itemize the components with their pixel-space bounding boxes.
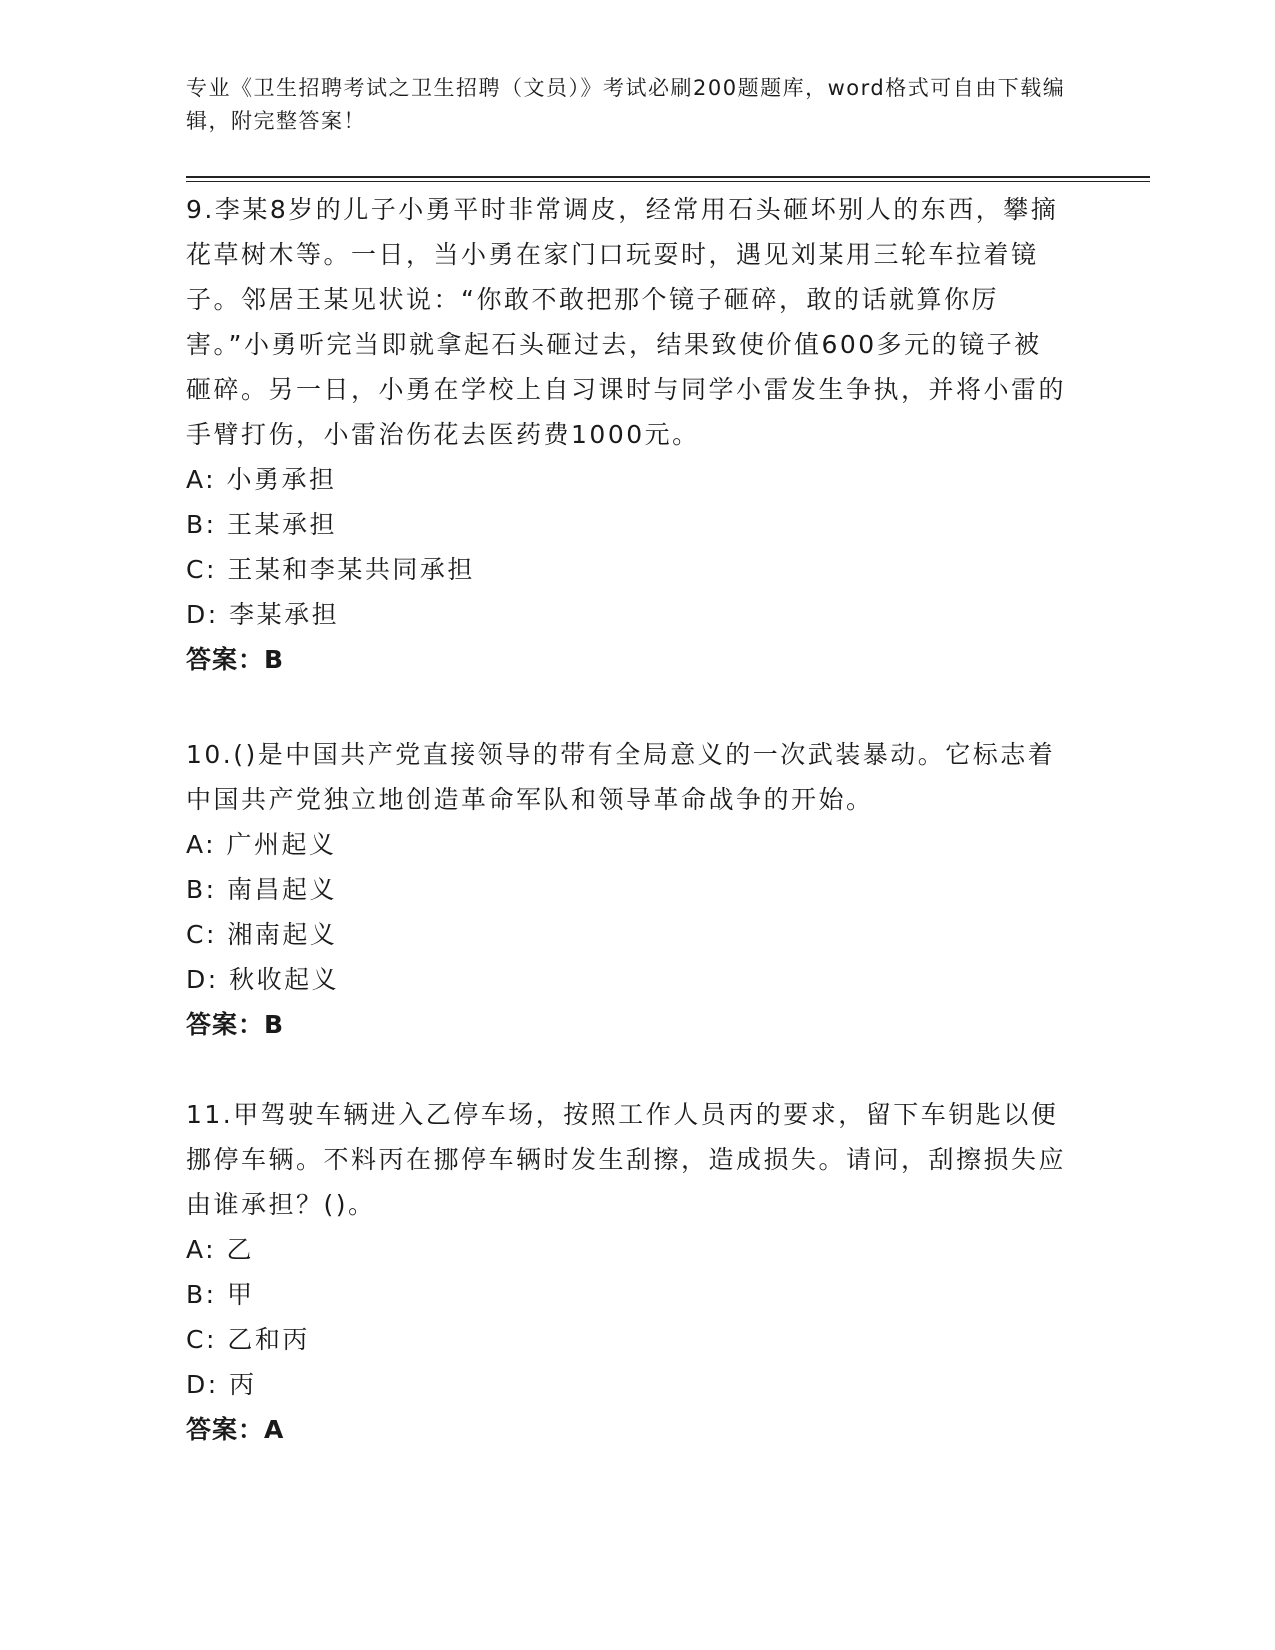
header-divider-thin [186, 181, 1150, 182]
option-b: B: 王某承担 [186, 510, 338, 539]
option-d: D: 丙 [186, 1370, 257, 1399]
option-d: D: 秋收起义 [186, 965, 340, 994]
option-a: A: 小勇承担 [186, 465, 337, 494]
question-stem: 10.()是中国共产党直接领导的带有全局意义的一次武装暴动。它标志着中国共产党独立地创造革命军队和领导革命战争的开始。 [186, 740, 1056, 814]
answer: 答案：A [186, 1415, 285, 1444]
option-b: B: 甲 [186, 1280, 255, 1309]
header-divider-thick [186, 176, 1150, 178]
answer: 答案：B [186, 1010, 285, 1039]
question-item [186, 187, 1066, 682]
option-b: B: 南昌起义 [186, 875, 338, 904]
document-header: 专业《卫生招聘考试之卫生招聘（文员）》考试必刷200题题库，word格式可自由下载编辑，附完整答案！ [186, 76, 1066, 133]
option-a: A: 乙 [186, 1235, 255, 1264]
option-c: C: 乙和丙 [186, 1325, 310, 1354]
question-stem: 9.李某8岁的儿子小勇平时非常调皮，经常用石头砸坏别人的东西，攀摘花草树木等。一日，当小勇在家门口玩耍时，遇见刘某用三轮车拉着镜子。邻居王某见状说：“你敢不敢把那个镜子砸碎，敢的话就算你厉害。”小勇听完当即就拿起石头砸过去，结果致使价值600多元的镜子被砸碎。另一日，小勇在学校上自习课时与同学小雷发生争执，并将小雷的手臂打伤，小雷治伤花去医药费1000元。 [186, 195, 1067, 449]
option-d: D: 李某承担 [186, 600, 340, 629]
option-c: C: 湘南起义 [186, 920, 338, 949]
question-item [186, 732, 1066, 1047]
option-a: A: 广州起义 [186, 830, 337, 859]
option-c: C: 王某和李某共同承担 [186, 555, 475, 584]
question-stem: 11.甲驾驶车辆进入乙停车场，按照工作人员丙的要求，留下车钥匙以便挪停车辆。不料丙在挪停车辆时发生刮擦，造成损失。请问，刮擦损失应由谁承担？()。 [186, 1100, 1067, 1219]
answer: 答案：B [186, 645, 285, 674]
question-item [186, 1092, 1066, 1452]
